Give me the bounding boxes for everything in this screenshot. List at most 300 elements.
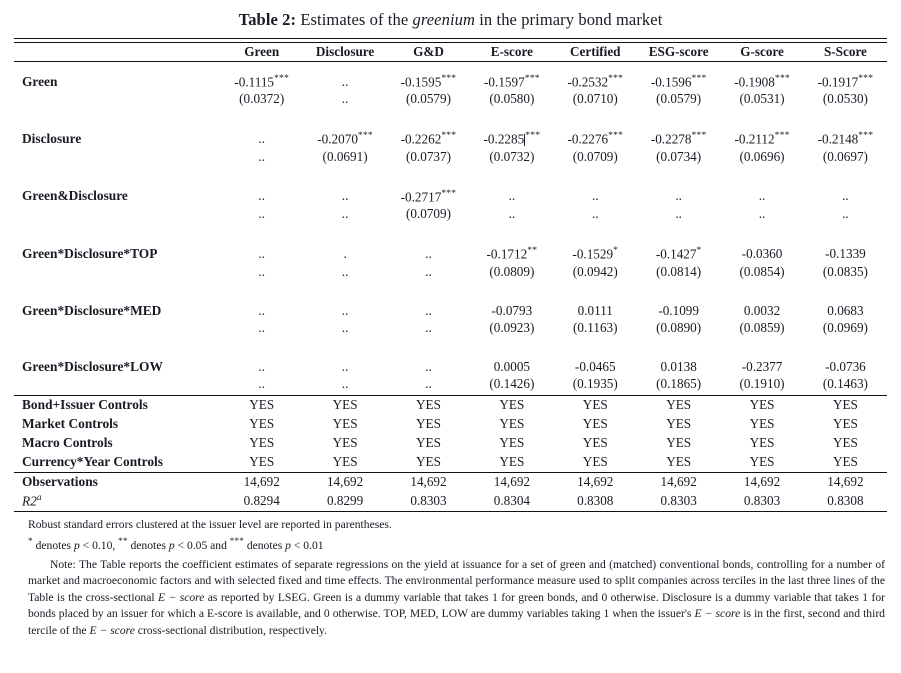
coefficient-cell xyxy=(554,177,637,205)
coefficient-cell xyxy=(387,292,470,319)
coefficient-cell xyxy=(303,177,386,205)
coefficient-cell xyxy=(470,62,553,90)
control-value-cell: YES xyxy=(332,397,358,413)
row-label-green-disclosure-med: Green*Disclosure*MED xyxy=(22,302,162,318)
control-value-cell: YES xyxy=(832,454,858,470)
control-value-cell: YES xyxy=(416,435,441,451)
coefficient-cell xyxy=(554,348,637,375)
denotes-one: denotes xyxy=(35,538,72,552)
coefficient-value: -0.1597 xyxy=(484,74,525,90)
coefficient-row xyxy=(14,234,887,262)
standard-error-cell: .. xyxy=(425,263,432,279)
coefficient-value: -0.2276 xyxy=(567,131,609,147)
statistic-value-cell: 14,692 xyxy=(743,474,781,490)
significance-stars: *** xyxy=(774,73,790,84)
standard-error-cell: .. xyxy=(258,206,265,222)
row-spacer xyxy=(14,168,887,177)
statistic-value-cell: 14,692 xyxy=(326,474,364,490)
coefficient-row xyxy=(14,119,887,147)
column-header-disclosure: Disclosure xyxy=(315,44,375,59)
standard-error-cell: (0.0737) xyxy=(405,148,451,164)
row-label-spacer xyxy=(14,205,220,225)
p-symbol-one: p xyxy=(73,538,80,552)
standard-error-cell: .. xyxy=(341,91,349,107)
coefficient-cell xyxy=(387,177,470,205)
coefficient-cell xyxy=(387,348,470,375)
coefficient-value: -0.1908 xyxy=(734,74,775,90)
coefficient-cell xyxy=(804,62,887,90)
significance-stars: *** xyxy=(441,187,457,199)
standard-error-cell: .. xyxy=(591,206,599,222)
control-value-cell: YES xyxy=(249,435,275,451)
significance-stars: * xyxy=(613,245,619,257)
note-body-part-1: The Table reports the coefficient estimates of separate regressions on the yield at issuance for a set of green and (matched) conventional bonds, controlling for a number of market and macroeconomic factors and with selected fixed and time effects. The environmental performance measure used to split companies across terciles in the last three lines of the Table is the cross-sectional xyxy=(28,557,885,604)
coefficient-value: -0.2532 xyxy=(567,74,609,90)
coefficient-value: -0.2112 xyxy=(734,131,775,147)
standard-error-cell: .. xyxy=(508,206,516,222)
statistic-value-cell: 14,692 xyxy=(410,474,447,490)
coefficient-value: .. xyxy=(258,131,265,147)
control-value-cell: YES xyxy=(666,435,692,451)
row-spacer-cell xyxy=(14,225,887,234)
coefficient-row xyxy=(14,177,887,205)
coefficient-value: .. xyxy=(258,188,265,204)
coefficient-cell xyxy=(303,348,386,375)
control-value-cell: YES xyxy=(832,435,858,451)
row-spacer xyxy=(14,283,887,292)
p-symbol-three: p xyxy=(285,538,291,552)
table-header-row xyxy=(14,43,887,62)
coefficient-cell xyxy=(554,119,637,147)
p-symbol-two: p xyxy=(168,538,175,552)
coefficient-value: .. xyxy=(508,188,516,204)
standard-error-row xyxy=(14,148,887,168)
statistic-value-cell: 0.8294 xyxy=(243,493,280,509)
statistic-label-text: R2 xyxy=(22,493,37,509)
coefficient-value: .. xyxy=(258,302,265,318)
coefficient-value: . xyxy=(343,245,347,261)
standard-error-cell: .. xyxy=(341,375,349,391)
standard-error-cell: .. xyxy=(258,148,265,164)
coefficient-value: -0.1712 xyxy=(486,246,528,262)
standard-error-cell: .. xyxy=(258,263,265,279)
note-body-part-2: as reported by LSEG. Green is a dummy variable that takes 1 for green bonds, and 0 otherwise. Disclosure is a dummy variable that takes 1 for bonds placed by an issuer for which a E-score is available, and 0 otherwise. TOP, MED, LOW are dummy variables taking 1 when the issuer's xyxy=(28,590,885,621)
coefficient-cell xyxy=(220,234,303,262)
statistic-value-cell: 0.8308 xyxy=(827,493,864,509)
control-label-currency-year-controls: Currency*Year Controls xyxy=(22,454,163,470)
control-row xyxy=(14,434,887,453)
coefficient-cell xyxy=(637,62,720,90)
coefficient-value: 0.0032 xyxy=(743,302,781,318)
coefficient-value: .. xyxy=(675,188,682,204)
star-three: *** xyxy=(229,535,244,546)
statistic-value-cell: 0.8303 xyxy=(743,493,781,509)
statistic-row xyxy=(14,492,887,512)
row-label-disclosure: Disclosure xyxy=(22,131,82,147)
coefficient-value: -0.2278 xyxy=(650,131,692,147)
standard-error-cell: .. xyxy=(258,319,265,335)
coefficient-value: .. xyxy=(341,302,349,318)
coefficient-value: -0.0793 xyxy=(491,302,533,318)
coefficient-cell xyxy=(220,292,303,319)
p-value-two: < 0.05 and xyxy=(177,538,227,552)
standard-error-cell: (0.0709) xyxy=(405,206,451,222)
coefficient-value: -0.2262 xyxy=(400,131,442,147)
row-label-spacer xyxy=(14,90,220,110)
significance-stars: *** xyxy=(524,73,540,84)
standard-error-cell: (0.1163) xyxy=(572,319,618,335)
coefficient-cell xyxy=(720,177,803,205)
coefficient-cell xyxy=(554,62,637,90)
standard-error-cell: .. xyxy=(425,319,432,335)
control-value-cell: YES xyxy=(249,416,275,432)
note-body-part-3: is in the first, second and third tercile of the xyxy=(28,607,885,637)
significance-legend xyxy=(14,533,887,553)
statistic-row xyxy=(14,473,887,492)
coefficient-value: -0.2070 xyxy=(317,131,358,147)
header-blank-corner xyxy=(14,43,220,62)
coefficient-value: .. xyxy=(341,358,349,374)
row-label-spacer xyxy=(14,375,220,396)
control-value-cell: YES xyxy=(249,397,275,413)
control-value-cell: YES xyxy=(666,416,692,432)
column-header-green: Green xyxy=(244,44,280,59)
coefficient-value: -0.2377 xyxy=(741,358,783,374)
coefficient-cell xyxy=(637,177,720,205)
control-value-cell: YES xyxy=(416,416,441,432)
coefficient-cell xyxy=(720,234,803,262)
coefficient-value: -0.2717 xyxy=(400,189,442,205)
control-value-cell: YES xyxy=(749,397,775,413)
robust-errors-note: Robust standard errors clustered at the issuer level are reported in parentheses. xyxy=(28,518,392,532)
significance-stars: *** xyxy=(608,130,624,142)
coefficient-value: 0.0138 xyxy=(660,358,697,374)
significance-stars: *** xyxy=(774,130,790,142)
significance-stars: *** xyxy=(441,73,457,84)
standard-error-cell: (0.0691) xyxy=(322,148,368,164)
standard-error-cell: (0.0530) xyxy=(822,91,868,107)
note-body-part-4: cross-sectional distribution, respectively. xyxy=(137,623,328,637)
control-value-cell: YES xyxy=(332,416,358,432)
coefficient-cell xyxy=(554,234,637,262)
coefficient-value: -0.1596 xyxy=(650,74,692,90)
star-two: ** xyxy=(118,535,128,546)
standard-error-cell: .. xyxy=(758,206,766,222)
coefficient-cell xyxy=(720,62,803,90)
coefficient-row xyxy=(14,292,887,319)
row-label-spacer xyxy=(14,319,220,339)
coefficient-cell xyxy=(470,177,553,205)
control-row xyxy=(14,415,887,434)
standard-error-cell: (0.0697) xyxy=(822,148,868,164)
significance-stars: *** xyxy=(691,73,707,84)
coefficient-cell xyxy=(387,119,470,147)
control-value-cell: YES xyxy=(499,416,525,432)
coefficient-cell xyxy=(720,119,803,147)
coefficient-cell xyxy=(804,177,887,205)
row-label-green-disclosure-low: Green*Disclosure*LOW xyxy=(22,358,163,374)
significance-stars: ** xyxy=(527,245,538,257)
coefficient-value: .. xyxy=(341,188,349,204)
control-value-cell: YES xyxy=(499,435,525,451)
coefficient-value: -0.1595 xyxy=(400,74,442,90)
note-paragraph xyxy=(14,553,887,639)
coefficient-cell xyxy=(387,62,470,90)
statistic-superscript: a xyxy=(36,493,42,504)
coefficient-value: -0.1529 xyxy=(572,246,614,262)
statistic-value-cell: 14,692 xyxy=(827,474,864,490)
standard-error-row xyxy=(14,375,887,396)
control-value-cell: YES xyxy=(749,416,775,432)
control-row xyxy=(14,453,887,473)
standard-error-cell: (0.0732) xyxy=(489,148,535,164)
row-spacer xyxy=(14,225,887,234)
statistic-value-cell: 0.8303 xyxy=(660,493,697,509)
row-label-spacer xyxy=(14,263,220,283)
coefficient-cell xyxy=(470,348,553,375)
statistic-value-cell: 0.8308 xyxy=(577,493,614,509)
coefficient-value: -0.0360 xyxy=(741,245,783,261)
control-value-cell: YES xyxy=(832,397,858,413)
coefficient-value: -0.2148 xyxy=(817,131,859,147)
control-value-cell: YES xyxy=(416,397,441,413)
coefficient-value: 0.0005 xyxy=(493,358,530,374)
coefficient-cell xyxy=(637,119,720,147)
control-value-cell: YES xyxy=(832,416,858,432)
row-label-green-disclosure-top: Green*Disclosure*TOP xyxy=(22,245,158,261)
control-value-cell: YES xyxy=(332,435,358,451)
coefficient-cell xyxy=(387,234,470,262)
standard-error-cell: (0.1935) xyxy=(572,375,618,391)
standard-error-cell: .. xyxy=(341,206,349,222)
control-label-market-controls: Market Controls xyxy=(22,416,119,432)
control-value-cell: YES xyxy=(332,454,358,470)
control-value-cell: YES xyxy=(666,397,692,413)
standard-error-cell: (0.0709) xyxy=(572,148,618,164)
table-caption xyxy=(0,0,901,38)
table-notes xyxy=(14,512,887,639)
coefficient-value: .. xyxy=(425,358,432,374)
standard-error-cell: (0.0372) xyxy=(239,91,285,107)
statistic-label-text: Observations xyxy=(22,474,98,490)
coefficient-value: 0.0111 xyxy=(577,302,613,318)
coefficient-cell xyxy=(804,292,887,319)
control-label-macro-controls: Macro Controls xyxy=(22,435,113,451)
coefficient-row xyxy=(14,348,887,375)
coefficient-cell xyxy=(220,62,303,90)
column-header-s-score: S-Score xyxy=(823,44,867,59)
statistic-value-cell: 14,692 xyxy=(493,474,530,490)
denotes-three: denotes xyxy=(246,538,283,552)
standard-error-row xyxy=(14,90,887,110)
standard-error-row xyxy=(14,205,887,225)
coefficient-cell xyxy=(303,62,386,90)
coefficient-cell xyxy=(637,234,720,262)
coefficient-value: -0.1339 xyxy=(825,245,866,261)
coefficient-cell xyxy=(637,292,720,319)
coefficient-value: .. xyxy=(425,302,432,318)
coefficient-value: -0.0736 xyxy=(825,358,866,374)
coefficient-value: .. xyxy=(258,358,265,374)
coefficient-cell xyxy=(804,234,887,262)
standard-error-cell: (0.0734) xyxy=(656,148,702,164)
column-header-certified: Certified xyxy=(569,44,621,59)
row-label-spacer xyxy=(14,148,220,168)
coefficient-cell xyxy=(470,292,553,319)
row-spacer xyxy=(14,110,887,119)
row-label-green: Green xyxy=(22,73,58,89)
significance-stars: *** xyxy=(525,130,541,142)
p-value-one: < 0.10, xyxy=(82,538,116,552)
coefficient-value: -0.0465 xyxy=(574,358,616,374)
standard-error-row xyxy=(14,319,887,339)
standard-error-cell: (0.0835) xyxy=(822,263,868,279)
coefficient-cell xyxy=(720,292,803,319)
p-value-three: < 0.01 xyxy=(293,538,324,552)
coefficient-cell xyxy=(804,119,887,147)
significance-stars: *** xyxy=(274,73,290,84)
star-one: * xyxy=(28,535,33,546)
standard-error-cell: .. xyxy=(675,206,682,222)
standard-error-cell: (0.1865) xyxy=(656,375,702,391)
standard-error-cell: (0.0579) xyxy=(656,91,702,107)
coefficient-row xyxy=(14,62,887,90)
significance-stars: *** xyxy=(441,130,457,142)
statistic-value-cell: 0.8303 xyxy=(410,493,447,509)
standard-error-cell: (0.0696) xyxy=(739,148,785,164)
regression-table-wrapper xyxy=(14,38,887,512)
denotes-two: denotes xyxy=(130,538,166,552)
statistic-value-cell: 0.8299 xyxy=(326,493,364,509)
standard-error-row xyxy=(14,263,887,283)
control-value-cell: YES xyxy=(582,435,608,451)
coefficient-value: .. xyxy=(425,245,432,261)
column-header-e-score: E-score xyxy=(490,44,533,59)
coefficient-value: -0.1099 xyxy=(658,302,699,318)
coefficient-cell xyxy=(470,119,553,147)
statistic-value-cell: 14,692 xyxy=(243,474,280,490)
coefficient-cell xyxy=(554,292,637,319)
standard-error-cell: (0.0809) xyxy=(489,263,535,279)
coefficient-cell xyxy=(303,292,386,319)
note-escore-term-1: E − score xyxy=(157,590,205,604)
statistic-label-r2 xyxy=(14,492,220,512)
standard-error-cell: .. xyxy=(425,375,432,391)
control-value-cell: YES xyxy=(249,454,275,470)
standard-error-cell: (0.1463) xyxy=(822,375,868,391)
coefficient-cell xyxy=(804,348,887,375)
coefficient-cell xyxy=(303,119,386,147)
control-label-bond-issuer-controls: Bond+Issuer Controls xyxy=(22,397,148,413)
coefficient-cell xyxy=(220,119,303,147)
control-value-cell: YES xyxy=(749,454,775,470)
significance-stars: *** xyxy=(691,130,707,142)
significance-stars: * xyxy=(696,245,702,257)
coefficient-value: .. xyxy=(258,245,265,261)
coefficient-cell xyxy=(720,348,803,375)
standard-error-cell: (0.0580) xyxy=(489,91,535,107)
control-value-cell: YES xyxy=(499,454,525,470)
caption-italic-term: greenium xyxy=(412,10,476,29)
standard-error-cell: (0.0710) xyxy=(572,91,618,107)
caption-text-before: Estimates of the xyxy=(300,10,409,29)
coefficient-value: .. xyxy=(341,73,349,89)
standard-error-cell: (0.1910) xyxy=(739,375,785,391)
note-label: Note: xyxy=(50,557,76,571)
row-label-green-disclosure: Green&Disclosure xyxy=(22,188,128,204)
significance-stars: *** xyxy=(858,130,874,142)
standard-error-cell: (0.0531) xyxy=(739,91,785,107)
significance-stars: *** xyxy=(608,73,624,84)
coefficient-cell xyxy=(220,348,303,375)
standard-error-cell: (0.0579) xyxy=(405,91,451,107)
control-value-cell: YES xyxy=(582,397,608,413)
control-value-cell: YES xyxy=(749,435,775,451)
note-escore-term-2: E − score xyxy=(694,607,741,621)
coefficient-value: .. xyxy=(842,188,849,204)
coefficient-value: -0.2285 xyxy=(483,131,525,147)
column-header-g-d: G&D xyxy=(413,44,444,59)
coefficient-value: .. xyxy=(758,188,766,204)
coefficient-cell xyxy=(637,348,720,375)
coefficient-cell xyxy=(470,234,553,262)
standard-error-cell: .. xyxy=(341,319,349,335)
standard-error-cell: .. xyxy=(258,375,265,391)
standard-error-cell: (0.0969) xyxy=(822,319,868,335)
caption-text-after: in the primary bond market xyxy=(479,10,663,29)
regression-table xyxy=(14,38,887,512)
standard-error-cell: (0.0942) xyxy=(572,263,618,279)
control-row xyxy=(14,396,887,415)
row-spacer-cell xyxy=(14,110,887,119)
column-header-g-score: G-score xyxy=(740,44,784,59)
coefficient-value: .. xyxy=(591,188,599,204)
control-value-cell: YES xyxy=(582,454,608,470)
column-header-esg-score: ESG-score xyxy=(648,44,709,59)
standard-error-cell: .. xyxy=(341,263,349,279)
coefficient-value: -0.1115 xyxy=(234,74,275,90)
caption-label: Table 2: xyxy=(238,10,297,29)
statistic-label-observations xyxy=(14,473,220,492)
standard-error-cell: (0.1426) xyxy=(489,375,535,391)
row-spacer-cell xyxy=(14,339,887,348)
coefficient-value: 0.0683 xyxy=(827,302,864,318)
control-value-cell: YES xyxy=(666,454,692,470)
control-value-cell: YES xyxy=(582,416,608,432)
significance-stars: *** xyxy=(357,130,373,142)
row-spacer xyxy=(14,339,887,348)
statistic-value-cell: 0.8304 xyxy=(493,493,530,509)
control-value-cell: YES xyxy=(499,397,525,413)
coefficient-value: -0.1917 xyxy=(817,74,859,90)
statistic-value-cell: 14,692 xyxy=(577,474,614,490)
standard-error-cell: (0.0859) xyxy=(739,319,785,335)
row-spacer-cell xyxy=(14,283,887,292)
coefficient-value: -0.1427 xyxy=(655,246,697,262)
standard-error-cell: (0.0854) xyxy=(739,263,785,279)
significance-stars: *** xyxy=(858,73,874,84)
coefficient-cell xyxy=(303,234,386,262)
coefficient-cell xyxy=(220,177,303,205)
standard-error-cell: (0.0923) xyxy=(489,319,535,335)
standard-error-cell: (0.0814) xyxy=(656,263,702,279)
row-spacer-cell xyxy=(14,168,887,177)
standard-error-cell: .. xyxy=(842,206,849,222)
standard-error-cell: (0.0890) xyxy=(656,319,702,335)
statistic-value-cell: 14,692 xyxy=(660,474,697,490)
control-value-cell: YES xyxy=(416,454,441,470)
note-escore-term-3: E − score xyxy=(89,623,135,637)
